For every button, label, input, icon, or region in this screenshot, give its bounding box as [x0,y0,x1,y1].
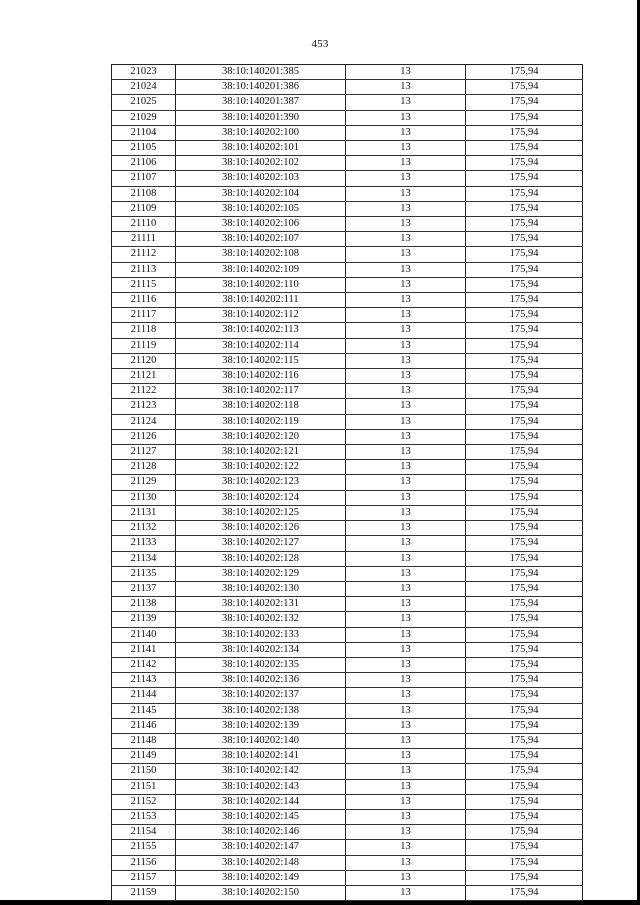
code-cell: 13 [346,323,466,338]
code-cell: 13 [346,718,466,733]
row-number-cell: 21127 [112,445,176,460]
code-cell: 13 [346,338,466,353]
cadastral-number-cell: 38:10:140202:119 [176,414,346,429]
value-cell: 175,94 [466,688,583,703]
row-number-cell: 21118 [112,323,176,338]
value-cell: 175,94 [466,125,583,140]
value-cell: 175,94 [466,369,583,384]
row-number-cell: 21116 [112,293,176,308]
row-number-cell: 21142 [112,657,176,672]
value-cell: 175,94 [466,399,583,414]
value-cell: 175,94 [466,353,583,368]
cadastral-number-cell: 38:10:140202:111 [176,293,346,308]
value-cell: 175,94 [466,95,583,110]
row-number-cell: 21153 [112,809,176,824]
table-row [112,840,583,855]
table-row [112,414,583,429]
table-row [112,566,583,581]
cadastral-number-cell: 38:10:140202:117 [176,384,346,399]
cadastral-number-cell: 38:10:140202:150 [176,885,346,900]
table-row [112,186,583,201]
code-cell: 13 [346,110,466,125]
cadastral-number-cell: 38:10:140202:136 [176,673,346,688]
table-row [112,764,583,779]
table-row [112,581,583,596]
cadastral-number-cell: 38:10:140202:144 [176,794,346,809]
value-cell: 175,94 [466,490,583,505]
code-cell: 13 [346,262,466,277]
page-number: 453 [311,38,329,50]
code-cell: 13 [346,536,466,551]
code-cell: 13 [346,688,466,703]
code-cell: 13 [346,414,466,429]
value-cell: 175,94 [466,445,583,460]
table-body [112,65,583,901]
value-cell: 175,94 [466,855,583,870]
cadastral-number-cell: 38:10:140201:386 [176,80,346,95]
row-number-cell: 21128 [112,460,176,475]
row-number-cell: 21132 [112,521,176,536]
value-cell: 175,94 [466,627,583,642]
value-cell: 175,94 [466,217,583,232]
cadastral-number-cell: 38:10:140202:145 [176,809,346,824]
value-cell: 175,94 [466,840,583,855]
row-number-cell: 21155 [112,840,176,855]
table-row [112,733,583,748]
cadastral-number-cell: 38:10:140202:149 [176,870,346,885]
value-cell: 175,94 [466,597,583,612]
cadastral-number-cell: 38:10:140202:147 [176,840,346,855]
code-cell: 13 [346,825,466,840]
row-number-cell: 21140 [112,627,176,642]
cadastral-number-cell: 38:10:140202:120 [176,429,346,444]
row-number-cell: 21108 [112,186,176,201]
value-cell: 175,94 [466,262,583,277]
cadastral-number-cell: 38:10:140202:132 [176,612,346,627]
row-number-cell: 21131 [112,505,176,520]
code-cell: 13 [346,156,466,171]
table-row [112,262,583,277]
code-cell: 13 [346,217,466,232]
table-row [112,95,583,110]
cadastral-number-cell: 38:10:140202:108 [176,247,346,262]
row-number-cell: 21122 [112,384,176,399]
cadastral-number-cell: 38:10:140202:114 [176,338,346,353]
code-cell: 13 [346,293,466,308]
code-cell: 13 [346,627,466,642]
code-cell: 13 [346,505,466,520]
row-number-cell: 21120 [112,353,176,368]
table-row [112,460,583,475]
table-row [112,779,583,794]
code-cell: 13 [346,749,466,764]
table-row [112,171,583,186]
code-cell: 13 [346,521,466,536]
cadastral-number-cell: 38:10:140202:148 [176,855,346,870]
parcel-table [111,64,583,901]
value-cell: 175,94 [466,536,583,551]
value-cell: 175,94 [466,825,583,840]
row-number-cell: 21129 [112,475,176,490]
table-row [112,399,583,414]
value-cell: 175,94 [466,475,583,490]
value-cell: 175,94 [466,414,583,429]
table-row [112,201,583,216]
cadastral-number-cell: 38:10:140202:102 [176,156,346,171]
table-row [112,505,583,520]
code-cell: 13 [346,870,466,885]
cadastral-number-cell: 38:10:140202:128 [176,551,346,566]
row-number-cell: 21141 [112,642,176,657]
value-cell: 175,94 [466,141,583,156]
table-row [112,65,583,80]
code-cell: 13 [346,80,466,95]
row-number-cell: 21117 [112,308,176,323]
cadastral-number-cell: 38:10:140202:110 [176,277,346,292]
value-cell: 175,94 [466,733,583,748]
value-cell: 175,94 [466,505,583,520]
value-cell: 175,94 [466,384,583,399]
table-row [112,749,583,764]
table-row [112,429,583,444]
value-cell: 175,94 [466,657,583,672]
row-number-cell: 21134 [112,551,176,566]
row-number-cell: 21152 [112,794,176,809]
cadastral-number-cell: 38:10:140202:142 [176,764,346,779]
value-cell: 175,94 [466,870,583,885]
table-row [112,293,583,308]
row-number-cell: 21157 [112,870,176,885]
value-cell: 175,94 [466,581,583,596]
table-row [112,597,583,612]
code-cell: 13 [346,597,466,612]
row-number-cell: 21105 [112,141,176,156]
code-cell: 13 [346,657,466,672]
row-number-cell: 21146 [112,718,176,733]
value-cell: 175,94 [466,156,583,171]
row-number-cell: 21149 [112,749,176,764]
cadastral-number-cell: 38:10:140202:118 [176,399,346,414]
row-number-cell: 21024 [112,80,176,95]
code-cell: 13 [346,885,466,900]
value-cell: 175,94 [466,201,583,216]
table-row [112,703,583,718]
table-row [112,125,583,140]
table-row [112,323,583,338]
table-row [112,657,583,672]
table-row [112,642,583,657]
cadastral-number-cell: 38:10:140202:134 [176,642,346,657]
code-cell: 13 [346,779,466,794]
table-row [112,825,583,840]
code-cell: 13 [346,855,466,870]
table-row [112,718,583,733]
row-number-cell: 21123 [112,399,176,414]
value-cell: 175,94 [466,323,583,338]
row-number-cell: 21126 [112,429,176,444]
value-cell: 175,94 [466,566,583,581]
code-cell: 13 [346,308,466,323]
table-row [112,688,583,703]
cadastral-number-cell: 38:10:140202:121 [176,445,346,460]
cadastral-number-cell: 38:10:140202:103 [176,171,346,186]
code-cell: 13 [346,612,466,627]
row-number-cell: 21145 [112,703,176,718]
cadastral-number-cell: 38:10:140202:122 [176,460,346,475]
code-cell: 13 [346,445,466,460]
value-cell: 175,94 [466,80,583,95]
table-row [112,490,583,505]
cadastral-number-cell: 38:10:140201:387 [176,95,346,110]
cadastral-number-cell: 38:10:140202:130 [176,581,346,596]
value-cell: 175,94 [466,885,583,900]
code-cell: 13 [346,186,466,201]
cadastral-number-cell: 38:10:140202:135 [176,657,346,672]
cadastral-number-cell: 38:10:140202:106 [176,217,346,232]
value-cell: 175,94 [466,65,583,80]
table-row [112,521,583,536]
cadastral-number-cell: 38:10:140202:138 [176,703,346,718]
code-cell: 13 [346,764,466,779]
code-cell: 13 [346,171,466,186]
row-number-cell: 21137 [112,581,176,596]
cadastral-number-cell: 38:10:140202:131 [176,597,346,612]
cadastral-number-cell: 38:10:140202:140 [176,733,346,748]
row-number-cell: 21113 [112,262,176,277]
table-row [112,369,583,384]
value-cell: 175,94 [466,247,583,262]
cadastral-number-cell: 38:10:140202:112 [176,308,346,323]
row-number-cell: 21106 [112,156,176,171]
code-cell: 13 [346,201,466,216]
cadastral-number-cell: 38:10:140202:137 [176,688,346,703]
row-number-cell: 21143 [112,673,176,688]
row-number-cell: 21139 [112,612,176,627]
row-number-cell: 21104 [112,125,176,140]
row-number-cell: 21154 [112,825,176,840]
cadastral-number-cell: 38:10:140202:143 [176,779,346,794]
table-row [112,809,583,824]
code-cell: 13 [346,460,466,475]
value-cell: 175,94 [466,764,583,779]
code-cell: 13 [346,642,466,657]
code-cell: 13 [346,277,466,292]
row-number-cell: 21148 [112,733,176,748]
row-number-cell: 21156 [112,855,176,870]
row-number-cell: 21121 [112,369,176,384]
code-cell: 13 [346,551,466,566]
table-row [112,536,583,551]
value-cell: 175,94 [466,171,583,186]
cadastral-number-cell: 38:10:140202:113 [176,323,346,338]
row-number-cell: 21133 [112,536,176,551]
code-cell: 13 [346,95,466,110]
code-cell: 13 [346,566,466,581]
table-row [112,308,583,323]
value-cell: 175,94 [466,186,583,201]
table-row [112,277,583,292]
table-row [112,612,583,627]
row-number-cell: 21124 [112,414,176,429]
value-cell: 175,94 [466,338,583,353]
table-row [112,870,583,885]
table-row [112,338,583,353]
value-cell: 175,94 [466,277,583,292]
cadastral-number-cell: 38:10:140202:139 [176,718,346,733]
row-number-cell: 21144 [112,688,176,703]
value-cell: 175,94 [466,460,583,475]
cadastral-number-cell: 38:10:140202:126 [176,521,346,536]
code-cell: 13 [346,673,466,688]
code-cell: 13 [346,490,466,505]
row-number-cell: 21151 [112,779,176,794]
cadastral-number-cell: 38:10:140202:105 [176,201,346,216]
value-cell: 175,94 [466,703,583,718]
value-cell: 175,94 [466,809,583,824]
cadastral-number-cell: 38:10:140202:129 [176,566,346,581]
cadastral-number-cell: 38:10:140202:127 [176,536,346,551]
code-cell: 13 [346,399,466,414]
code-cell: 13 [346,794,466,809]
row-number-cell: 21110 [112,217,176,232]
table-row [112,110,583,125]
table-row [112,232,583,247]
code-cell: 13 [346,369,466,384]
table-row [112,794,583,809]
code-cell: 13 [346,581,466,596]
code-cell: 13 [346,125,466,140]
code-cell: 13 [346,384,466,399]
cadastral-number-cell: 38:10:140201:390 [176,110,346,125]
row-number-cell: 21112 [112,247,176,262]
cadastral-number-cell: 38:10:140202:115 [176,353,346,368]
table-row [112,384,583,399]
table-row [112,551,583,566]
row-number-cell: 21115 [112,277,176,292]
code-cell: 13 [346,232,466,247]
table-row [112,156,583,171]
value-cell: 175,94 [466,429,583,444]
table-row [112,445,583,460]
cadastral-number-cell: 38:10:140202:146 [176,825,346,840]
value-cell: 175,94 [466,110,583,125]
code-cell: 13 [346,141,466,156]
value-cell: 175,94 [466,749,583,764]
cadastral-number-cell: 38:10:140202:133 [176,627,346,642]
row-number-cell: 21119 [112,338,176,353]
value-cell: 175,94 [466,642,583,657]
code-cell: 13 [346,809,466,824]
cadastral-number-cell: 38:10:140202:107 [176,232,346,247]
table-row [112,855,583,870]
row-number-cell: 21111 [112,232,176,247]
row-number-cell: 21150 [112,764,176,779]
value-cell: 175,94 [466,521,583,536]
cadastral-number-cell: 38:10:140202:104 [176,186,346,201]
row-number-cell: 21135 [112,566,176,581]
value-cell: 175,94 [466,718,583,733]
table-row [112,673,583,688]
row-number-cell: 21138 [112,597,176,612]
table-row [112,217,583,232]
row-number-cell: 21023 [112,65,176,80]
code-cell: 13 [346,353,466,368]
table-row [112,353,583,368]
cadastral-number-cell: 38:10:140202:123 [176,475,346,490]
code-cell: 13 [346,65,466,80]
table-row [112,80,583,95]
value-cell: 175,94 [466,293,583,308]
cadastral-number-cell: 38:10:140202:100 [176,125,346,140]
code-cell: 13 [346,703,466,718]
row-number-cell: 21029 [112,110,176,125]
code-cell: 13 [346,733,466,748]
code-cell: 13 [346,840,466,855]
row-number-cell: 21107 [112,171,176,186]
cadastral-number-cell: 38:10:140202:124 [176,490,346,505]
code-cell: 13 [346,475,466,490]
cadastral-number-cell: 38:10:140202:101 [176,141,346,156]
value-cell: 175,94 [466,551,583,566]
table-row [112,141,583,156]
row-number-cell: 21025 [112,95,176,110]
cadastral-number-cell: 38:10:140202:141 [176,749,346,764]
table-row [112,885,583,900]
code-cell: 13 [346,429,466,444]
value-cell: 175,94 [466,308,583,323]
value-cell: 175,94 [466,232,583,247]
table-row [112,247,583,262]
value-cell: 175,94 [466,673,583,688]
row-number-cell: 21109 [112,201,176,216]
cadastral-number-cell: 38:10:140202:109 [176,262,346,277]
cadastral-number-cell: 38:10:140201:385 [176,65,346,80]
row-number-cell: 21130 [112,490,176,505]
value-cell: 175,94 [466,779,583,794]
cadastral-number-cell: 38:10:140202:125 [176,505,346,520]
value-cell: 175,94 [466,612,583,627]
table-row [112,627,583,642]
value-cell: 175,94 [466,794,583,809]
cadastral-number-cell: 38:10:140202:116 [176,369,346,384]
row-number-cell: 21159 [112,885,176,900]
code-cell: 13 [346,247,466,262]
table-row [112,475,583,490]
